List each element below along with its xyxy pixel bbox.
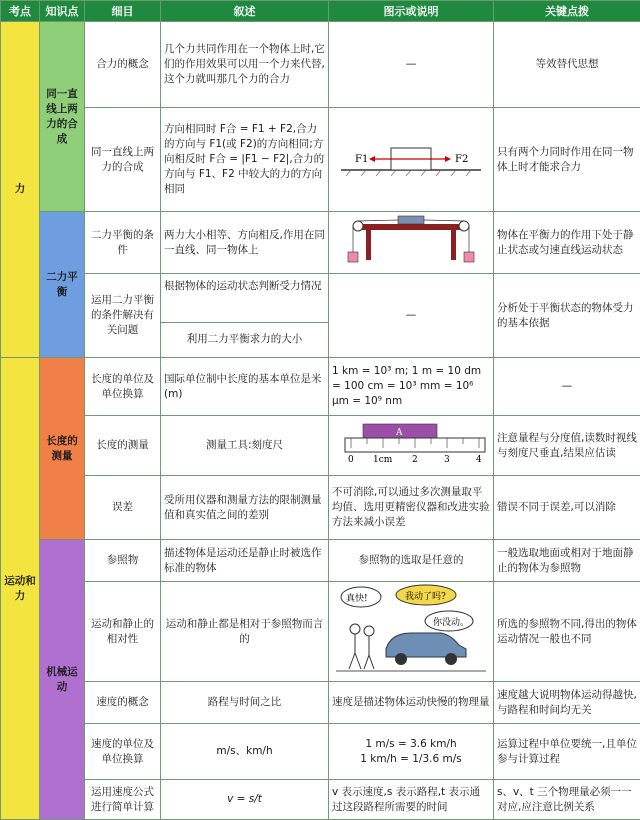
- desc-sub-a: 根据物体的运动状态判断受力情况: [161, 275, 328, 323]
- table-row: [1, 274, 640, 358]
- kp-same-line-composition: 同一直线上两力的合成: [40, 22, 85, 212]
- tip-cell: 物体在平衡力的作用下处于静止状态或匀速直线运动状态: [494, 212, 640, 274]
- tip-cell: 只有两个力同时作用在同一物体上时才能求合力: [494, 108, 640, 212]
- object-a-label: A: [395, 428, 403, 438]
- f2-label: F2: [455, 154, 468, 165]
- table-row: [1, 476, 640, 540]
- ruler-diagram: [329, 416, 494, 476]
- item-cell: 运动和静止的相对性: [85, 582, 161, 682]
- speech-2: 我动了吗?: [405, 590, 446, 602]
- tick-2: 2: [412, 455, 418, 465]
- illus-cell: 不可消除,可以通过多次测量取平均值、选用更精密仪器和改进实验方法来减小误差: [329, 476, 494, 540]
- relative-motion-cartoon: [329, 582, 494, 682]
- f1-label: F1: [355, 154, 368, 165]
- item-cell: 长度的单位及单位换算: [85, 358, 161, 416]
- table-row: [1, 22, 640, 108]
- header-zhishidian: 知识点: [40, 1, 85, 22]
- tick-0: 0: [348, 455, 354, 465]
- item-cell: 二力平衡的条件: [85, 212, 161, 274]
- tip-cell: 所选的参照物不同,得出的物体运动情况一般也不同: [494, 582, 640, 682]
- table-row: [1, 212, 640, 274]
- header-kaodian: 考点: [1, 1, 40, 22]
- header-row: [1, 1, 640, 22]
- tip-cell: —: [494, 358, 640, 416]
- illus-cell: v 表示速度,s 表示路程,t 表示通过这段路程所需要的时间: [329, 780, 494, 820]
- desc-cell: 国际单位制中长度的基本单位是米(m): [161, 358, 329, 416]
- desc-cell: 描述物体是运动还是静止时被选作标准的物体: [161, 540, 329, 582]
- item-cell: 合力的概念: [85, 22, 161, 108]
- speech-1: 真快!: [346, 592, 368, 604]
- tip-cell: 速度越大说明物体运动得越快,与路程和时间均无关: [494, 682, 640, 724]
- header-dianbo: 关键点拨: [494, 1, 640, 22]
- section-force: 力: [1, 22, 40, 358]
- item-cell: 速度的单位及单位换算: [85, 724, 161, 780]
- desc-cell: 运动和静止都是相对于参照物而言的: [161, 582, 329, 682]
- item-cell: 速度的概念: [85, 682, 161, 724]
- item-cell: 运用二力平衡的条件解决有关问题: [85, 274, 161, 358]
- illus-cell: —: [329, 274, 494, 358]
- desc-sub-b: 利用二力平衡求力的大小: [161, 323, 328, 357]
- tick-3: 3: [444, 455, 450, 465]
- tip-cell: 分析处于平衡状态的物体受力的基本依据: [494, 274, 640, 358]
- illus-cell: 速度是描述物体运动快慢的物理量: [329, 682, 494, 724]
- desc-cell: 受所用仪器和测量方法的限制测量值和真实值之间的差别: [161, 476, 329, 540]
- tip-cell: 运算过程中单位要统一,且单位参与计算过程: [494, 724, 640, 780]
- illus-cell: —: [329, 22, 494, 108]
- speech-3: 你没动。: [433, 616, 469, 628]
- table-row: [1, 682, 640, 724]
- unit-conv-1: 1 m/s = 3.6 km/h: [332, 737, 490, 752]
- item-cell: 误差: [85, 476, 161, 540]
- item-cell: 同一直线上两力的合成: [85, 108, 161, 212]
- unit-conv-2: 1 km/h = 1/3.6 m/s: [332, 752, 490, 767]
- desc-cell: 方向相同时 F合 = F1 + F2,合力的方向与 F1(或 F2)的方向相同;方向相反时 F合 = |F1 − F2|,合力的方向与 F1、F2 中较大的力的方向相同: [161, 108, 329, 212]
- desc-cell: [161, 274, 329, 358]
- tip-cell: s、v、t 三个物理量必须一一对应,应注意比例关系: [494, 780, 640, 820]
- tip-cell: 一般选取地面或相对于地面静止的物体为参照物: [494, 540, 640, 582]
- desc-cell: 路程与时间之比: [161, 682, 329, 724]
- desc-cell: m/s、km/h: [161, 724, 329, 780]
- table-row: [1, 358, 640, 416]
- tip-cell: 等效替代思想: [494, 22, 640, 108]
- desc-cell: v = s/t: [161, 780, 329, 820]
- tip-cell: 错误不同于误差,可以消除: [494, 476, 640, 540]
- item-cell: 长度的测量: [85, 416, 161, 476]
- desc-cell: 测量工具:刻度尺: [161, 416, 329, 476]
- table-row: [1, 108, 640, 212]
- tip-cell: 注意量程与分度值,读数时视线与刻度尺垂直,结果应估读: [494, 416, 640, 476]
- section-motion: 运动和力: [1, 358, 40, 820]
- tick-4: 4: [476, 455, 482, 465]
- kp-mechanical-motion: 机械运动: [40, 540, 85, 820]
- tick-1: 1cm: [373, 455, 393, 465]
- table-row: [1, 780, 640, 820]
- desc-cell: 几个力共同作用在一个物体上时,它们的作用效果可以用一个力来代替,这个力就叫那几个力的合力: [161, 22, 329, 108]
- illus-cell: 1 km = 10³ m; 1 m = 10 dm = 100 cm = 10³ mm = 10⁶ μm = 10⁹ nm: [329, 358, 494, 416]
- table-row: [1, 724, 640, 780]
- header-xushu: 叙述: [161, 1, 329, 22]
- item-cell: 参照物: [85, 540, 161, 582]
- illus-cell: [329, 724, 494, 780]
- desc-cell: 两力大小相等、方向相反,作用在同一直线、同一物体上: [161, 212, 329, 274]
- header-ximu: 细目: [85, 1, 161, 22]
- kp-two-force-balance: 二力平衡: [40, 212, 85, 358]
- kp-length-measure: 长度的测量: [40, 358, 85, 540]
- item-cell: 运用速度公式进行简单计算: [85, 780, 161, 820]
- balance-diagram: [329, 212, 494, 274]
- illus-cell: 参照物的选取是任意的: [329, 540, 494, 582]
- force-diagram: [329, 108, 494, 212]
- table-row: [1, 416, 640, 476]
- table-row: [1, 582, 640, 682]
- table-row: [1, 540, 640, 582]
- header-tushi: 图示或说明: [329, 1, 494, 22]
